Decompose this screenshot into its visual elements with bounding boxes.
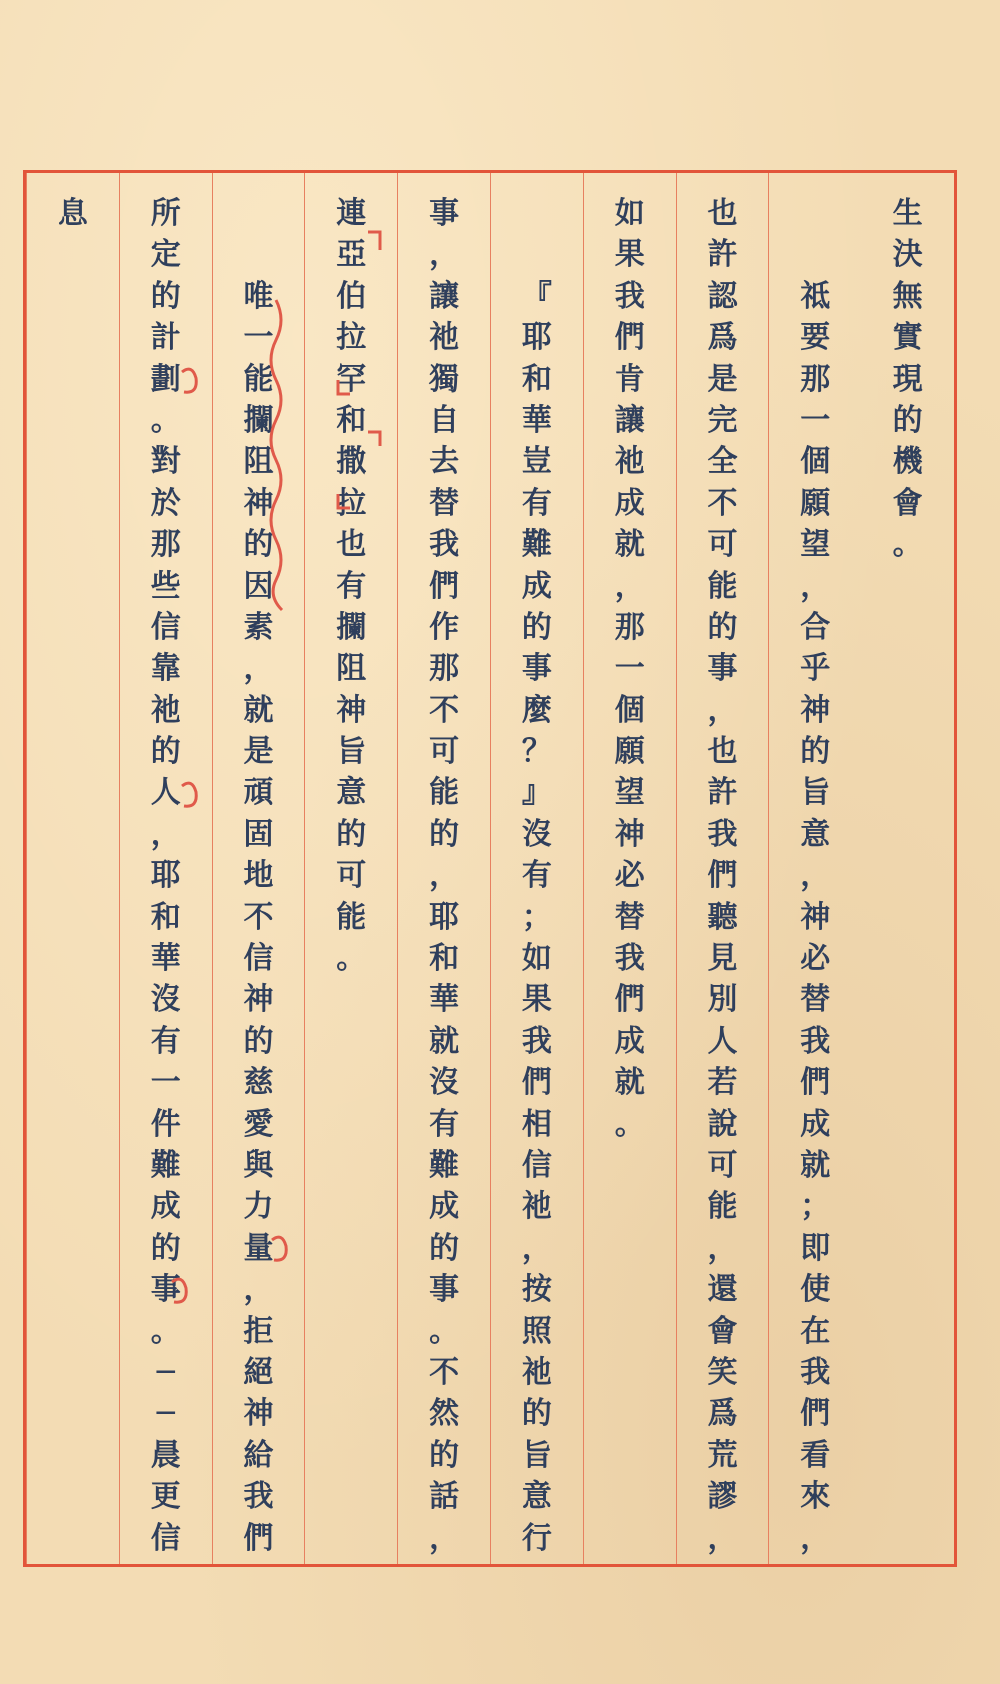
- character: 我: [707, 816, 738, 852]
- text-column-7: [304, 173, 397, 1564]
- character: 罕: [336, 361, 367, 397]
- character: 能: [707, 1189, 738, 1225]
- character: ，: [707, 1520, 738, 1556]
- character: 的: [707, 609, 738, 645]
- column-text: [398, 193, 490, 1559]
- character: 祂: [429, 320, 460, 356]
- character: 有: [521, 485, 552, 521]
- character: ；: [521, 899, 552, 935]
- character: 。: [429, 1313, 460, 1349]
- character: 就: [243, 692, 274, 728]
- character: 些: [150, 568, 181, 604]
- character: 有: [429, 1106, 460, 1142]
- character: 們: [614, 320, 645, 356]
- character: 實: [892, 320, 923, 356]
- character: 們: [614, 982, 645, 1018]
- character: 照: [521, 1313, 552, 1349]
- text-column-9: [119, 173, 212, 1564]
- character: ，: [429, 237, 460, 273]
- character: 們: [243, 1520, 274, 1556]
- character: 就: [429, 1023, 460, 1059]
- character: 作: [429, 609, 460, 645]
- character: 一: [243, 320, 274, 356]
- character: 晨: [150, 1437, 181, 1473]
- character: 的: [243, 527, 274, 563]
- character: 息: [57, 196, 88, 231]
- character: 成: [429, 1189, 460, 1225]
- character: 攔: [336, 609, 367, 645]
- character: 的: [150, 278, 181, 314]
- character: 拉: [336, 320, 367, 356]
- character: 素: [243, 609, 274, 645]
- character: 也: [707, 734, 738, 770]
- character: 有: [336, 568, 367, 604]
- character: 旨: [336, 734, 367, 770]
- character: 一: [150, 1065, 181, 1101]
- character: 的: [800, 734, 831, 770]
- character: 如: [614, 196, 645, 231]
- character: 然: [429, 1396, 460, 1432]
- character: 們: [800, 1396, 831, 1432]
- character: 能: [336, 899, 367, 935]
- character: 望: [800, 527, 831, 563]
- indent-space: [238, 193, 278, 234]
- character: 個: [800, 444, 831, 480]
- character: 成: [800, 1106, 831, 1142]
- character: 的: [429, 816, 460, 852]
- column-text: [861, 193, 954, 566]
- indent-space: [238, 234, 278, 275]
- character: 事: [521, 651, 552, 687]
- character: 望: [614, 775, 645, 811]
- character: ，: [150, 816, 181, 852]
- character: 能: [707, 568, 738, 604]
- character: 見: [707, 941, 738, 977]
- character: 相: [521, 1106, 552, 1142]
- character: ，: [521, 1230, 552, 1266]
- character: 就: [800, 1147, 831, 1183]
- character: 一: [614, 651, 645, 687]
- character: 替: [614, 899, 645, 935]
- character: 愛: [243, 1106, 274, 1142]
- character: 意: [800, 816, 831, 852]
- character: 攔: [243, 402, 274, 438]
- character: 人: [707, 1023, 738, 1059]
- character: 難: [521, 527, 552, 563]
- character: 我: [429, 527, 460, 563]
- character: 會: [892, 485, 923, 521]
- character: 給: [243, 1437, 274, 1473]
- character: 我: [800, 1023, 831, 1059]
- character: ，: [429, 1520, 460, 1556]
- character: 去: [429, 444, 460, 480]
- character: 華: [429, 982, 460, 1018]
- character: 所: [150, 196, 181, 231]
- character: 信: [150, 1520, 181, 1556]
- character: 有: [521, 858, 552, 894]
- character: 不: [707, 485, 738, 521]
- character: 還: [707, 1272, 738, 1308]
- character: 就: [614, 1065, 645, 1101]
- character: 。: [614, 1106, 645, 1142]
- character: 那: [429, 651, 460, 687]
- character: 能: [429, 775, 460, 811]
- character: 豈: [521, 444, 552, 480]
- character: 替: [800, 982, 831, 1018]
- character: 耶: [521, 320, 552, 356]
- character: ，: [707, 692, 738, 728]
- character: 獨: [429, 361, 460, 397]
- character: 信: [521, 1147, 552, 1183]
- character: 可: [336, 858, 367, 894]
- character: 生: [892, 196, 923, 231]
- character: 拒: [243, 1313, 274, 1349]
- character: 願: [614, 734, 645, 770]
- character: ；: [800, 1189, 831, 1225]
- character: 們: [521, 1065, 552, 1101]
- character: 是: [243, 734, 274, 770]
- character: 即: [800, 1230, 831, 1266]
- character: 華: [521, 402, 552, 438]
- character: 拉: [336, 485, 367, 521]
- character: 神: [336, 692, 367, 728]
- character: 讓: [429, 278, 460, 314]
- character: 合: [800, 609, 831, 645]
- character: 阻: [243, 444, 274, 480]
- character: 亞: [336, 237, 367, 273]
- character: 意: [521, 1479, 552, 1515]
- character: 耶: [429, 899, 460, 935]
- character: 我: [614, 278, 645, 314]
- character: 件: [150, 1106, 181, 1142]
- character: 也: [336, 527, 367, 563]
- character: 若: [707, 1065, 738, 1101]
- character: 們: [707, 858, 738, 894]
- character: 事: [429, 196, 460, 231]
- character: 成: [614, 485, 645, 521]
- character: 在: [800, 1313, 831, 1349]
- indent-space: [517, 234, 557, 275]
- character: 於: [150, 485, 181, 521]
- character: 必: [614, 858, 645, 894]
- character: 事: [707, 651, 738, 687]
- character: 沒: [150, 982, 181, 1018]
- column-text: [584, 193, 676, 1145]
- text-column-4: [583, 173, 676, 1564]
- character: 成: [614, 1023, 645, 1059]
- character: 讓: [614, 402, 645, 438]
- character: 我: [614, 941, 645, 977]
- character: 慈: [243, 1065, 274, 1101]
- character: 定: [150, 237, 181, 273]
- character: 更: [150, 1479, 181, 1515]
- character: 爲: [707, 1396, 738, 1432]
- character: 阻: [336, 651, 367, 687]
- character: 華: [150, 941, 181, 977]
- column-text: [305, 193, 397, 979]
- character: 是: [707, 361, 738, 397]
- character: 我: [243, 1479, 274, 1515]
- character: 要: [800, 320, 831, 356]
- character: 一: [800, 402, 831, 438]
- character: 們: [800, 1065, 831, 1101]
- character: 『: [521, 278, 552, 314]
- character: 耶: [150, 858, 181, 894]
- text-column-10: [26, 173, 119, 1564]
- text-frame: [23, 170, 957, 1567]
- character: 旨: [800, 775, 831, 811]
- character: 荒: [707, 1437, 738, 1473]
- character: 祂: [614, 444, 645, 480]
- character: 說: [707, 1106, 738, 1142]
- character: 使: [800, 1272, 831, 1308]
- character: ─: [156, 1354, 175, 1390]
- character: 信: [150, 609, 181, 645]
- character: 那: [800, 361, 831, 397]
- character: 能: [243, 361, 274, 397]
- character: 全: [707, 444, 738, 480]
- character: 的: [521, 609, 552, 645]
- text-column-3: [676, 173, 769, 1564]
- character: 我: [800, 1354, 831, 1390]
- character: 力: [243, 1189, 274, 1225]
- character: 那: [614, 609, 645, 645]
- column-text: [491, 193, 583, 1559]
- character: 必: [800, 941, 831, 977]
- character: 有: [150, 1023, 181, 1059]
- character: 對: [150, 444, 181, 480]
- character: 自: [429, 402, 460, 438]
- character: 那: [150, 527, 181, 563]
- character: 我: [521, 1023, 552, 1059]
- character: 』: [521, 775, 552, 811]
- character: 難: [150, 1147, 181, 1183]
- column-text: [27, 193, 119, 234]
- character: 肯: [614, 361, 645, 397]
- character: ，: [429, 858, 460, 894]
- character: 難: [429, 1147, 460, 1183]
- character: 笑: [707, 1354, 738, 1390]
- column-text: [213, 193, 305, 1559]
- text-column-2: [768, 173, 861, 1564]
- character: 們: [429, 568, 460, 604]
- character: 機: [892, 444, 923, 480]
- character: 的: [521, 1396, 552, 1432]
- character: 聽: [707, 899, 738, 935]
- character: 也: [707, 196, 738, 231]
- character: 祂: [521, 1354, 552, 1390]
- character: ─: [156, 1396, 175, 1432]
- character: 成: [150, 1189, 181, 1225]
- character: ，: [707, 1230, 738, 1266]
- character: 可: [707, 1147, 738, 1183]
- column-text: [677, 193, 769, 1559]
- character: 。: [150, 402, 181, 438]
- character: 果: [614, 237, 645, 273]
- character: 意: [336, 775, 367, 811]
- character: 別: [707, 982, 738, 1018]
- character: 不: [429, 692, 460, 728]
- character: ，: [614, 568, 645, 604]
- character: ，: [243, 651, 274, 687]
- character: 固: [243, 816, 274, 852]
- character: 成: [521, 568, 552, 604]
- character: 的: [892, 402, 923, 438]
- character: 人: [150, 775, 181, 811]
- character: 的: [150, 734, 181, 770]
- column-text: [120, 193, 212, 1559]
- character: 劃: [150, 361, 181, 397]
- character: 如: [521, 941, 552, 977]
- text-column-1: [861, 173, 954, 1564]
- character: 的: [429, 1437, 460, 1473]
- character: 許: [707, 237, 738, 273]
- character: 靠: [150, 651, 181, 687]
- character: 事: [150, 1272, 181, 1308]
- character: 認: [707, 278, 738, 314]
- character: 祂: [150, 692, 181, 728]
- text-column-8: [212, 173, 305, 1564]
- indent-space: [517, 193, 557, 234]
- character: 伯: [336, 278, 367, 314]
- character: 與: [243, 1147, 274, 1183]
- character: 量: [243, 1230, 274, 1266]
- character: 沒: [429, 1065, 460, 1101]
- character: 看: [800, 1437, 831, 1473]
- character: 神: [800, 692, 831, 728]
- character: 謬: [707, 1479, 738, 1515]
- character: 就: [614, 527, 645, 563]
- character: 絕: [243, 1354, 274, 1390]
- character: 和: [521, 361, 552, 397]
- indent-space: [795, 193, 835, 234]
- column-text: [769, 193, 861, 1559]
- text-column-6: [397, 173, 490, 1564]
- character: 許: [707, 775, 738, 811]
- character: 不: [243, 899, 274, 935]
- character: 麼: [521, 692, 552, 728]
- character: 神: [800, 899, 831, 935]
- character: ，: [243, 1272, 274, 1308]
- character: 的: [150, 1230, 181, 1266]
- character: 事: [429, 1272, 460, 1308]
- character: 旨: [521, 1437, 552, 1473]
- character: 會: [707, 1313, 738, 1349]
- character: 神: [243, 1396, 274, 1432]
- character: 的: [243, 1023, 274, 1059]
- character: 祗: [800, 278, 831, 314]
- character: 完: [707, 402, 738, 438]
- character: 乎: [800, 651, 831, 687]
- character: 祂: [521, 1189, 552, 1225]
- character: 神: [243, 982, 274, 1018]
- character: 爲: [707, 320, 738, 356]
- character: 果: [521, 982, 552, 1018]
- character: ，: [800, 568, 831, 604]
- character: 個: [614, 692, 645, 728]
- character: 沒: [521, 816, 552, 852]
- character: 行: [521, 1520, 552, 1556]
- character: 的: [336, 816, 367, 852]
- character: ？: [521, 734, 552, 770]
- character: 和: [336, 402, 367, 438]
- character: 唯: [243, 278, 274, 314]
- character: 話: [429, 1479, 460, 1515]
- character: 現: [892, 361, 923, 397]
- character: ，: [800, 858, 831, 894]
- text-column-5: [490, 173, 583, 1564]
- character: 。: [892, 527, 923, 563]
- character: 撒: [336, 444, 367, 480]
- character: 信: [243, 941, 274, 977]
- character: 可: [429, 734, 460, 770]
- character: 頑: [243, 775, 274, 811]
- character: 和: [150, 899, 181, 935]
- character: 因: [243, 568, 274, 604]
- character: 連: [336, 196, 367, 231]
- character: 決: [892, 237, 923, 273]
- character: 神: [243, 485, 274, 521]
- character: 替: [429, 485, 460, 521]
- character: 按: [521, 1272, 552, 1308]
- character: ，: [800, 1520, 831, 1556]
- character: 和: [429, 941, 460, 977]
- character: 。: [336, 941, 367, 977]
- indent-space: [795, 234, 835, 275]
- character: 計: [150, 320, 181, 356]
- character: 願: [800, 485, 831, 521]
- character: 來: [800, 1479, 831, 1515]
- character: 可: [707, 527, 738, 563]
- character: 地: [243, 858, 274, 894]
- character: 神: [614, 816, 645, 852]
- character: 無: [892, 278, 923, 314]
- character: 不: [429, 1354, 460, 1390]
- character: 的: [429, 1230, 460, 1266]
- character: 。: [150, 1313, 181, 1349]
